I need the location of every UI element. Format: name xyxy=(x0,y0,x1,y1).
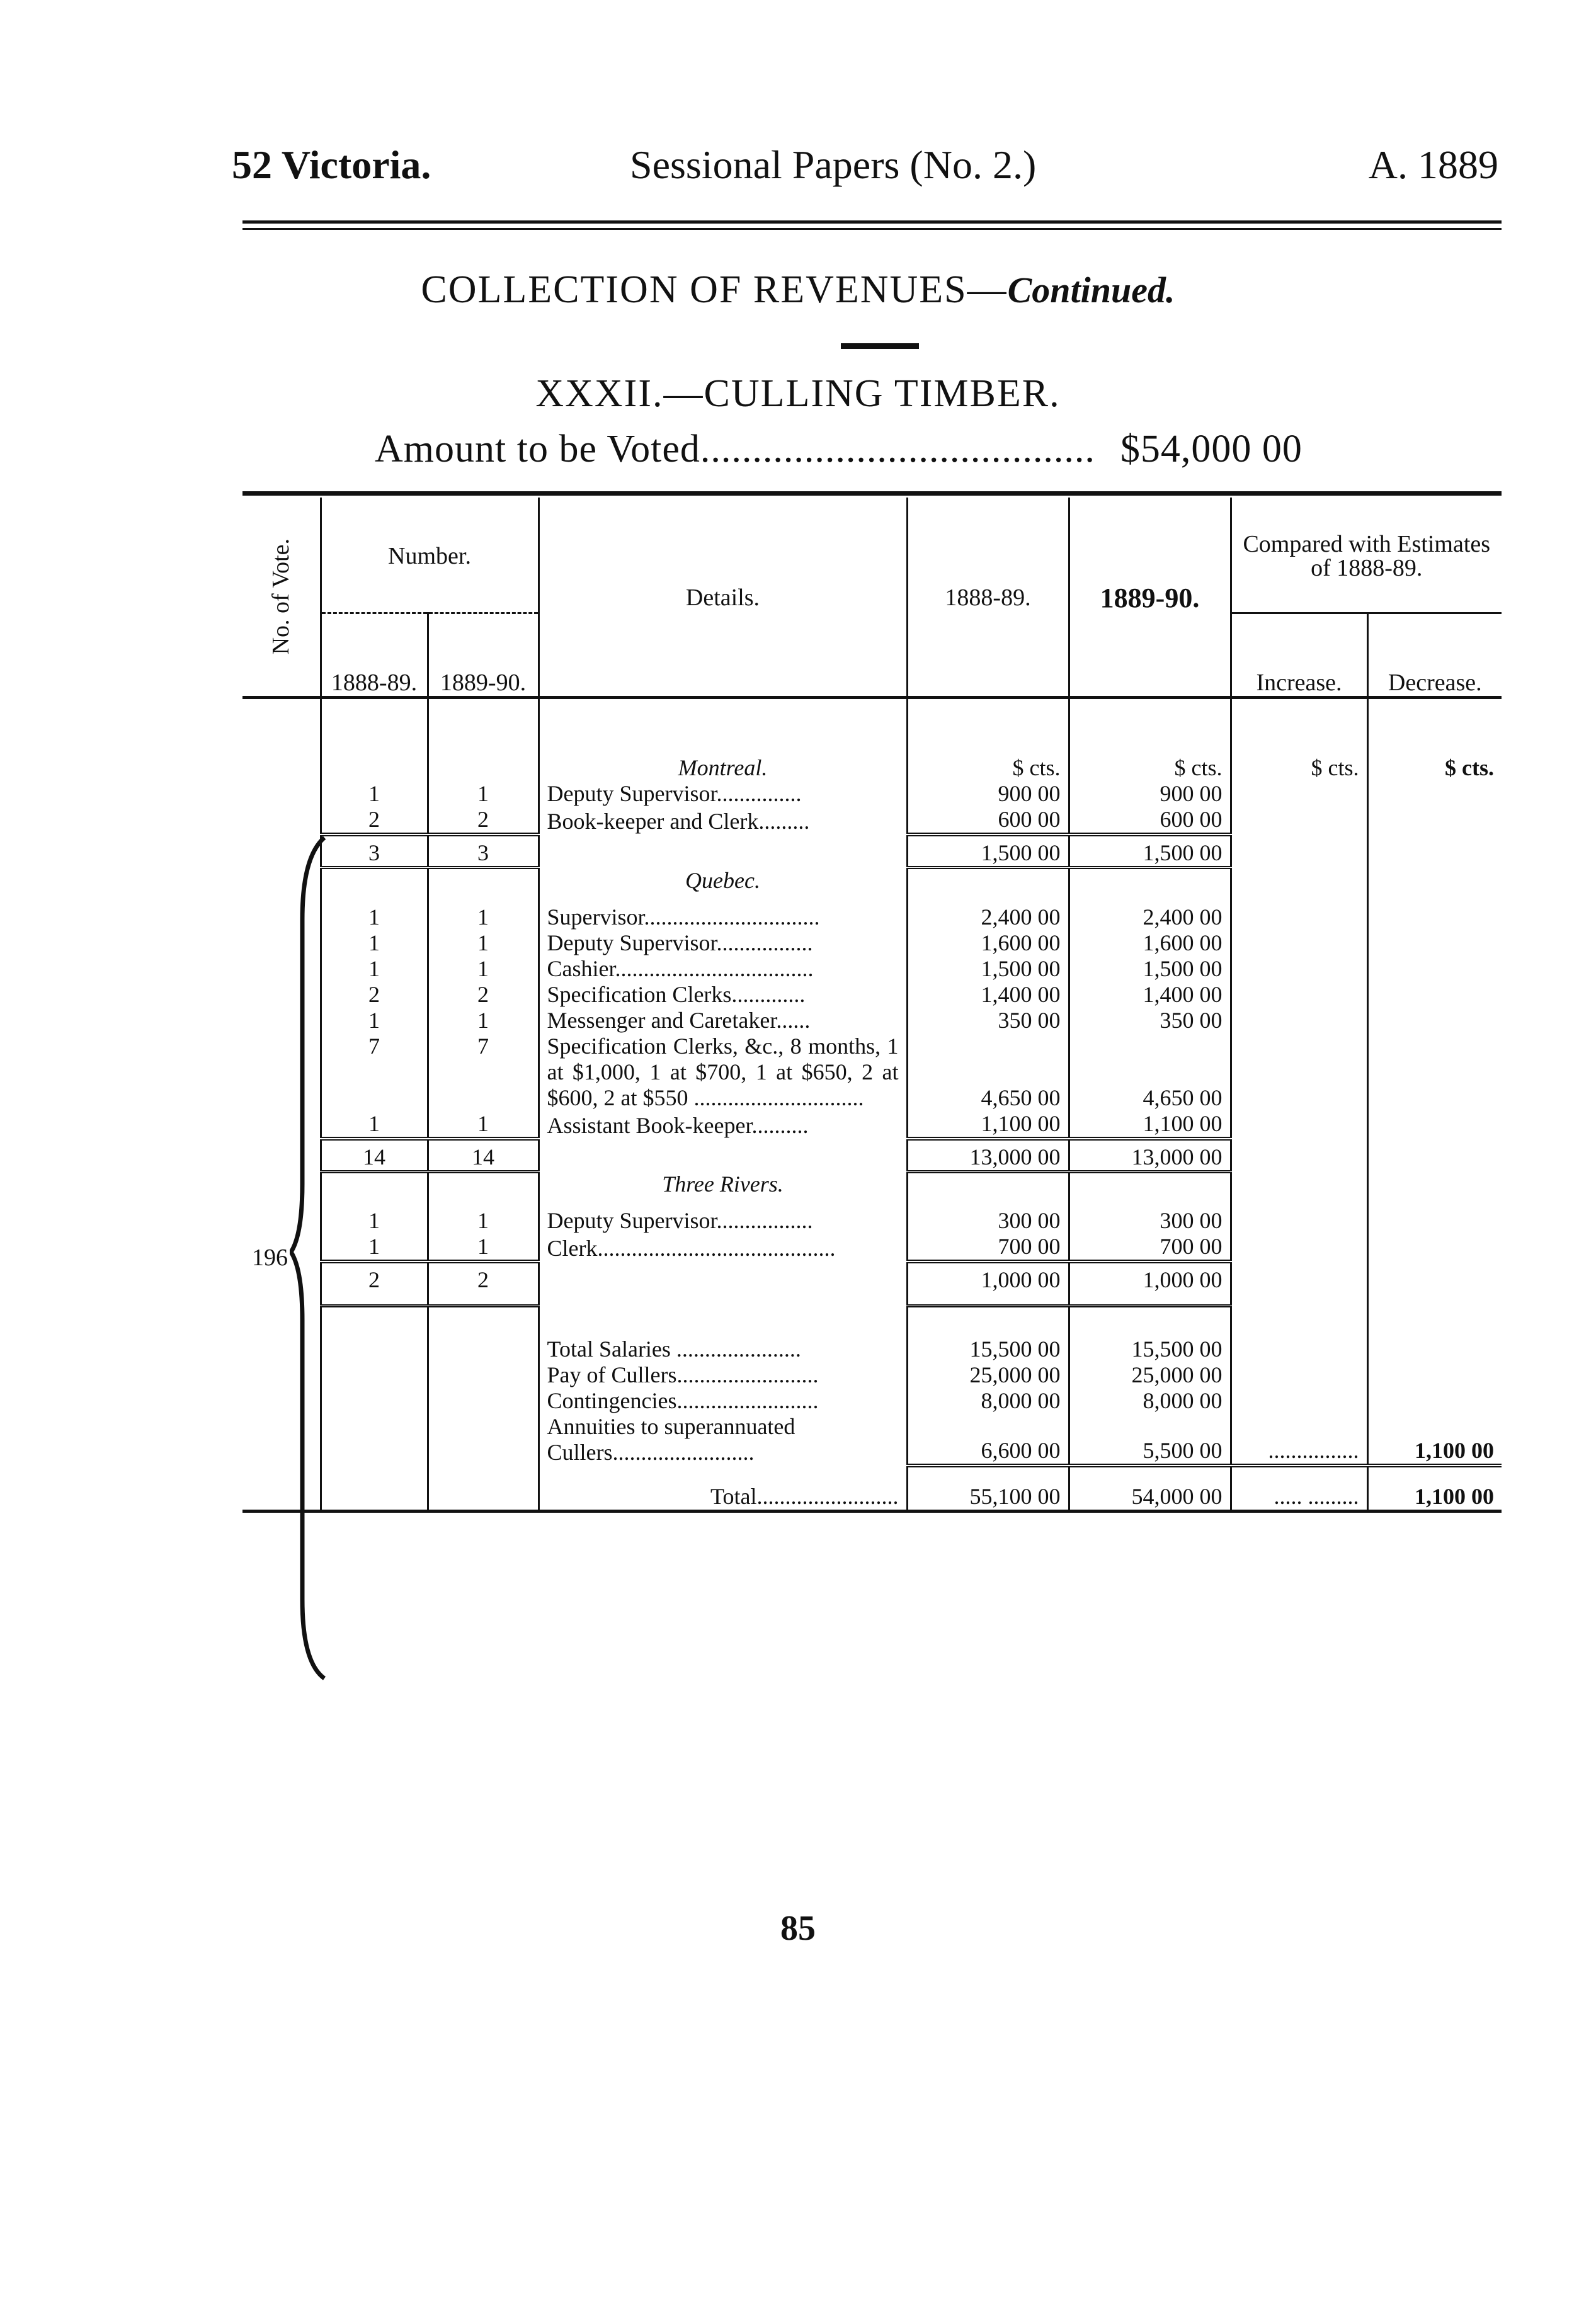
detail-cell: Deputy Supervisor................. xyxy=(539,930,907,956)
number-cell: 2 xyxy=(428,807,539,834)
section-montreal: Montreal. xyxy=(539,698,907,782)
summary-row xyxy=(242,1388,1502,1414)
number-cell: 2 xyxy=(428,1261,539,1306)
number-cell: 1 xyxy=(321,894,428,930)
number-cell: 3 xyxy=(321,834,428,868)
increase-cell: ................ xyxy=(1231,1414,1367,1466)
detail-cell: Book-keeper and Clerk......... xyxy=(539,807,907,834)
header-rule-bottom xyxy=(242,228,1502,230)
table-row xyxy=(242,807,1502,834)
amount-cell: 700 00 xyxy=(907,1234,1069,1261)
amount-cell: 1,500 00 xyxy=(1069,956,1231,982)
detail-cell: Contingencies......................... xyxy=(539,1388,907,1414)
number-header: Number. xyxy=(321,498,539,613)
table-row xyxy=(242,1234,1502,1261)
details-header: Details. xyxy=(539,498,907,698)
table-row xyxy=(242,1033,1502,1111)
decrease-header: Decrease. xyxy=(1367,613,1502,698)
detail-cell: Deputy Supervisor............... xyxy=(539,781,907,807)
decrease-cell: 1,100 00 xyxy=(1367,1466,1502,1512)
unit-label: $ cts. xyxy=(1069,698,1231,782)
number-cell: 1 xyxy=(321,930,428,956)
section-three-rivers: Three Rivers. xyxy=(539,1171,907,1197)
detail-cell: Assistant Book-keeper.......... xyxy=(539,1111,907,1139)
number-cell: 1 xyxy=(428,1197,539,1234)
number-cell: 7 xyxy=(428,1033,539,1111)
grand-total-cell: 55,100 00 xyxy=(907,1466,1069,1512)
number-cell: 2 xyxy=(321,982,428,1008)
number-1888-header: 1888-89. xyxy=(321,613,428,698)
amount-cell: 8,000 00 xyxy=(907,1388,1069,1414)
table-row xyxy=(242,930,1502,956)
amount-cell: 25,000 00 xyxy=(1069,1362,1231,1388)
header-rule-top xyxy=(242,220,1502,224)
summary-row xyxy=(242,1362,1502,1388)
amount-line xyxy=(375,427,1302,472)
amount-value: $54,000 00 xyxy=(1120,428,1302,470)
subtotal-cell: 13,000 00 xyxy=(907,1139,1069,1172)
number-cell: 1 xyxy=(428,1008,539,1033)
table-row xyxy=(242,781,1502,807)
amount-label: Amount to be Voted...................................... xyxy=(375,428,1095,470)
grand-total-label: Total......................... xyxy=(539,1466,907,1512)
number-cell: 1 xyxy=(321,956,428,982)
amount-cell: 8,000 00 xyxy=(1069,1388,1231,1414)
detail-cell: Pay of Cullers......................... xyxy=(539,1362,907,1388)
amount-cell: 1,100 00 xyxy=(907,1111,1069,1139)
number-cell: 1 xyxy=(321,1197,428,1234)
number-cell: 2 xyxy=(321,1261,428,1306)
decrease-cell: 1,100 00 xyxy=(1367,1414,1502,1466)
number-cell: 1 xyxy=(428,1234,539,1261)
title-main: COLLECTION OF REVENUES— xyxy=(421,268,1008,311)
detail-cell: Specification Clerks, &c., 8 months, 1 at $1,000, 1 at $700, 1 at $650, 2 at $600, 2 at $550 .............................. xyxy=(539,1033,907,1111)
summary-row xyxy=(242,1306,1502,1362)
table-row xyxy=(242,1197,1502,1234)
unit-label: $ cts. xyxy=(907,698,1069,782)
table-row xyxy=(242,894,1502,930)
increase-header: Increase. xyxy=(1231,613,1367,698)
amount-cell: 4,650 00 xyxy=(907,1033,1069,1111)
amount-cell: 1,600 00 xyxy=(907,930,1069,956)
grand-total-cell: 54,000 00 xyxy=(1069,1466,1231,1512)
detail-cell: Specification Clerks............. xyxy=(539,982,907,1008)
section-row-quebec xyxy=(242,868,1502,894)
number-cell: 1 xyxy=(321,1234,428,1261)
number-cell: 1 xyxy=(428,781,539,807)
detail-cell: Clerk.......................................... xyxy=(539,1234,907,1261)
number-cell: 3 xyxy=(428,834,539,868)
detail-cell: Cashier................................... xyxy=(539,956,907,982)
number-cell: 7 xyxy=(321,1033,428,1111)
compared-header: Compared with Estimates of 1888-89. xyxy=(1231,498,1502,613)
grand-total-row xyxy=(242,1466,1502,1512)
amount-cell: 1,500 00 xyxy=(907,956,1069,982)
title-continued: Continued. xyxy=(1007,270,1175,310)
amount-cell: 1,600 00 xyxy=(1069,930,1231,956)
detail-cell: Messenger and Caretaker...... xyxy=(539,1008,907,1033)
amount-cell: 4,650 00 xyxy=(1069,1033,1231,1111)
amount-cell: 2,400 00 xyxy=(907,894,1069,930)
number-cell: 1 xyxy=(428,930,539,956)
amount-cell: 300 00 xyxy=(907,1197,1069,1234)
subtotal-cell: 1,500 00 xyxy=(907,834,1069,868)
number-cell: 14 xyxy=(321,1139,428,1172)
detail-cell: Supervisor............................... xyxy=(539,894,907,930)
increase-cell: ..... ......... xyxy=(1231,1466,1367,1512)
detail-cell: Annuities to superannuated Cullers......................... xyxy=(539,1414,907,1466)
section-row-three-rivers xyxy=(242,1171,1502,1197)
section-title: XXXII.—CULLING TIMBER. xyxy=(535,372,1061,415)
amount-cell: 5,500 00 xyxy=(1069,1414,1231,1466)
page-number: 85 xyxy=(780,1909,816,1948)
number-cell: 1 xyxy=(321,1008,428,1033)
number-1889-header: 1889-90. xyxy=(428,613,539,698)
number-cell: 1 xyxy=(428,1111,539,1139)
number-cell: 1 xyxy=(428,956,539,982)
amount-cell: 2,400 00 xyxy=(1069,894,1231,930)
amount-cell: 1,400 00 xyxy=(1069,982,1231,1008)
amount-cell: 15,500 00 xyxy=(907,1306,1069,1362)
amount-cell: 6,600 00 xyxy=(907,1414,1069,1466)
subtotal-row-montreal xyxy=(242,834,1502,868)
number-cell: 1 xyxy=(428,894,539,930)
number-cell: 14 xyxy=(428,1139,539,1172)
title-divider xyxy=(841,343,919,349)
page-title xyxy=(0,268,1596,312)
amount-cell: 600 00 xyxy=(1069,807,1231,834)
subtotal-row-three-rivers xyxy=(242,1261,1502,1306)
subtotal-cell: 13,000 00 xyxy=(1069,1139,1231,1172)
number-cell: 1 xyxy=(321,1111,428,1139)
summary-row xyxy=(242,1414,1502,1466)
unit-label: $ cts. xyxy=(1367,698,1502,782)
detail-cell: Total Salaries ...................... xyxy=(539,1306,907,1362)
table-header-row xyxy=(242,498,1502,613)
table-row xyxy=(242,1008,1502,1033)
unit-label: $ cts. xyxy=(1231,698,1367,782)
amount-cell: 900 00 xyxy=(1069,781,1231,807)
table-row xyxy=(242,1111,1502,1139)
amount-cell: 300 00 xyxy=(1069,1197,1231,1234)
subtotal-row-quebec xyxy=(242,1139,1502,1172)
vote-header: No. of Vote. xyxy=(268,538,295,655)
amount-cell: 25,000 00 xyxy=(907,1362,1069,1388)
amount-cell: 350 00 xyxy=(907,1008,1069,1033)
table-top-rule xyxy=(242,491,1502,496)
number-cell: 1 xyxy=(321,781,428,807)
vote-header-cell xyxy=(242,498,321,698)
number-cell: 2 xyxy=(428,982,539,1008)
detail-cell: Deputy Supervisor................. xyxy=(539,1197,907,1234)
table-row xyxy=(242,956,1502,982)
number-cell: 2 xyxy=(321,807,428,834)
amount-cell: 1,100 00 xyxy=(1069,1111,1231,1139)
section-quebec: Quebec. xyxy=(539,868,907,894)
subtotal-cell: 1,500 00 xyxy=(1069,834,1231,868)
section-row-montreal xyxy=(242,698,1502,782)
amount-cell: 15,500 00 xyxy=(1069,1306,1231,1362)
amount-cell: 600 00 xyxy=(907,807,1069,834)
col-1888-header: 1888-89. xyxy=(907,498,1069,698)
amount-cell: 1,400 00 xyxy=(907,982,1069,1008)
col-1889-header: 1889-90. xyxy=(1069,498,1231,698)
estimates-table xyxy=(242,498,1502,1513)
amount-cell: 350 00 xyxy=(1069,1008,1231,1033)
brace-icon xyxy=(290,831,328,1682)
amount-cell: 900 00 xyxy=(907,781,1069,807)
header-papers: Sessional Papers (No. 2.) xyxy=(630,142,1037,187)
header-session: 52 Victoria. xyxy=(232,142,431,187)
subtotal-cell: 1,000 00 xyxy=(907,1261,1069,1306)
amount-cell: 700 00 xyxy=(1069,1234,1231,1261)
header-year: A. 1889 xyxy=(1368,142,1498,187)
table-row xyxy=(242,982,1502,1008)
vote-number: 196 xyxy=(252,1244,288,1271)
subtotal-cell: 1,000 00 xyxy=(1069,1261,1231,1306)
